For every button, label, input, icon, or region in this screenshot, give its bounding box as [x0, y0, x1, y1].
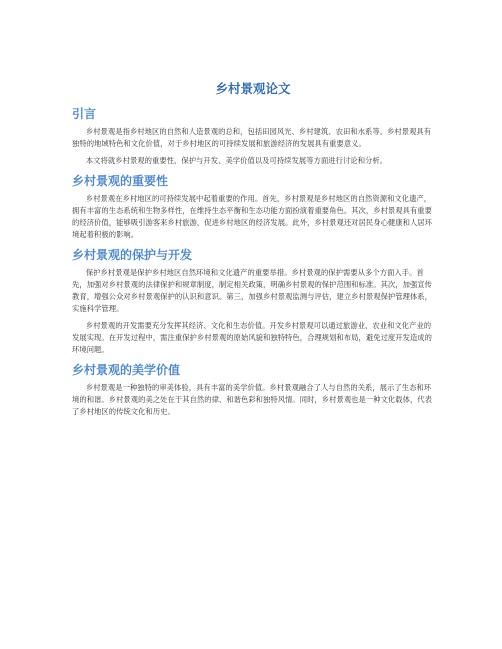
- paragraph: 乡村景观是一种独特的审美体验，具有丰富的美学价值。乡村景观融合了人与自然的关系，展示了生态和环境的和谐。乡村景观的美之处在于其自然的律、和谐色彩和独特风情。同时，乡村景观也是一种文化载体，代表了乡村地区的传统文化和历史。: [72, 383, 432, 416]
- section-heading: 乡村景观的美学价值: [72, 363, 181, 377]
- section-introduction: [72, 105, 434, 167]
- document-title: 乡村景观论文: [215, 81, 291, 96]
- paragraph: 乡村景观的开发需要充分发挥其经济、文化和生态价值。开发乡村景观可以通过旅游业、农业和文化产业的发展实现。在开发过程中，需注重保护乡村景观的原始风貌和独特特色，合理规划和布局，避免过度开发造成的环境问题。: [72, 321, 432, 354]
- paragraph: 保护乡村景观是保护乡村地区自然环境和文化遗产的重要举措。乡村景观的保护需要从多个方面入手。首先，加强对乡村景观的法律保护和规章制度，制定相关政策，明确乡村景观的保护范围和标准。其次，加强宣传教育，增强公众对乡村景观保护的认识和意识。第三，加强乡村景观监测与评估，建立乡村景观保护管理体系，实施科学管理。: [72, 268, 432, 313]
- paragraph: 本文将就乡村景观的重要性、保护与开发、美学价值以及可持续发展等方面进行讨论和分析。: [85, 156, 388, 165]
- paragraph: 乡村景观是指乡村地区的自然和人造景观的总和，包括田园风光、乡村建筑、农田和水系等。乡村景观具有独特的地域特色和文化价值，对于乡村地区的可持续发展和旅游经济的发展具有重要意义。: [72, 127, 432, 148]
- section-aesthetic-value: [72, 361, 434, 418]
- section-importance: [72, 172, 434, 241]
- section-heading: 引言: [72, 107, 97, 121]
- document-page: [72, 72, 434, 423]
- paragraph: 乡村景观在乡村地区的可持续发展中起着重要的作用。首先，乡村景观是乡村地区的自然资源和文化遗产，拥有丰富的生态系统和生物多样性，在维持生态平衡和生态功能方面扮演着重要角色。其次，乡村景观具有重要的经济价值，能够吸引游客来乡村旅游，促进乡村地区的经济发展。此外，乡村景观还对居民身心健康和人居环境起着积极的影响。: [72, 194, 432, 239]
- section-heading: 乡村景观的重要性: [72, 174, 169, 188]
- section-protection-development: [72, 246, 434, 356]
- section-heading: 乡村景观的保护与开发: [72, 248, 193, 262]
